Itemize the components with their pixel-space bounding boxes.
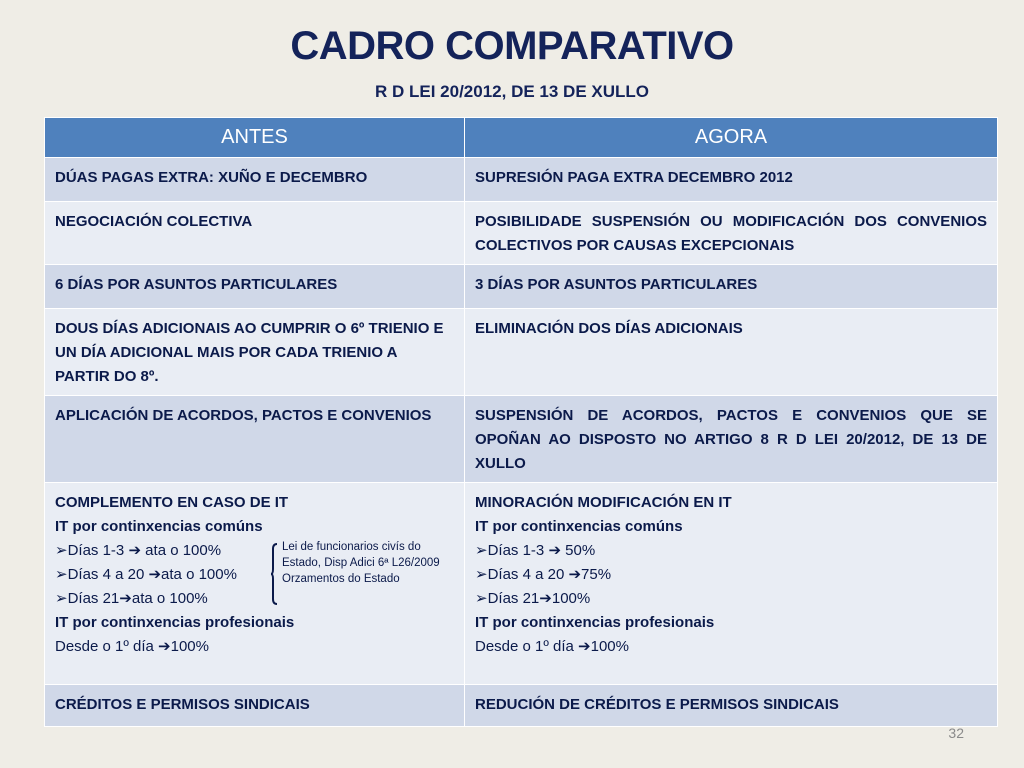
arrow-right-icon: ➔ xyxy=(539,590,552,607)
it-common-label: IT por continxencias comúns xyxy=(55,518,263,535)
bullet-arrow-icon: ➢ xyxy=(55,590,68,607)
cell-antes: NEGOCIACIÓN COLECTIVA xyxy=(45,202,465,265)
it-prof-label: IT por continxencias profesionais xyxy=(55,614,295,631)
bullet-arrow-icon: ➢ xyxy=(475,590,488,607)
table-row xyxy=(45,483,998,685)
table-row xyxy=(45,309,998,396)
cell-antes: CRÉDITOS E PERMISOS SINDICAIS xyxy=(45,685,465,727)
cell-agora: 3 DÍAS POR ASUNTOS PARTICULARES xyxy=(465,265,998,309)
table-row xyxy=(45,158,998,202)
list-item: ➢Días 4 a 20 ➔75% xyxy=(475,566,612,583)
it-prof-label: IT por continxencias profesionais xyxy=(475,614,715,631)
cell-agora: SUSPENSIÓN DE ACORDOS, PACTOS E CONVENIOS QUE SE OPOÑAN AO DISPOSTO NO ARTIGO 8 R D LEI 20/2012, DE 13 DE XULLO xyxy=(465,396,998,483)
cell-antes: DOUS DÍAS ADICIONAIS AO CUMPRIR O 6º TRIENIO E UN DÍA ADICIONAL MAIS POR CADA TRIENIO A PARTIR DO 8º. xyxy=(45,309,465,396)
bullet-arrow-icon: ➢ xyxy=(55,542,68,559)
cell-antes: APLICACIÓN DE ACORDOS, PACTOS E CONVENIOS xyxy=(45,396,465,483)
list-item: ➢Días 21➔ata o 100% xyxy=(55,590,208,607)
table-row xyxy=(45,685,998,727)
list-item: ➢Días 4 a 20 ➔ata o 100% xyxy=(55,566,237,583)
arrow-right-icon: ➔ xyxy=(128,542,142,559)
arrow-right-icon: ➔ xyxy=(578,638,591,655)
arrow-right-icon: ➔ xyxy=(148,566,162,583)
cell-agora: ELIMINACIÓN DOS DÍAS ADICIONAIS xyxy=(465,309,998,396)
arrow-right-icon: ➔ xyxy=(548,542,562,559)
table-header-row xyxy=(45,118,998,158)
list-item: ➢Días 1-3 ➔ 50% xyxy=(475,542,596,559)
cell-agora: SUPRESIÓN PAGA EXTRA DECEMBRO 2012 xyxy=(465,158,998,202)
legal-note: Lei de funcionarios civís do Estado, Disp Adici 6ª L26/2009 Orzamentos do Estado xyxy=(282,541,440,585)
arrow-right-icon: ➔ xyxy=(158,638,171,655)
bullet-arrow-icon: ➢ xyxy=(55,566,68,583)
cell-antes: DÚAS PAGAS EXTRA: XUÑO E DECEMBRO xyxy=(45,158,465,202)
table-row xyxy=(45,396,998,483)
table-row xyxy=(45,202,998,265)
cell-agora: POSIBILIDADE SUSPENSIÓN OU MODIFICACIÓN DOS CONVENIOS COLECTIVOS POR CAUSAS EXCEPCIONAIS xyxy=(465,202,998,265)
slide-subtitle: R D LEI 20/2012, DE 13 DE XULLO xyxy=(375,82,649,101)
page-number: 32 xyxy=(948,725,964,741)
cell-antes: 6 DÍAS POR ASUNTOS PARTICULARES xyxy=(45,265,465,309)
comparison-table xyxy=(44,117,998,727)
it-heading: COMPLEMENTO EN CASO DE IT xyxy=(55,494,289,511)
header-agora: AGORA xyxy=(465,118,998,158)
curly-brace-icon xyxy=(271,543,279,605)
header-antes: ANTES xyxy=(45,118,465,158)
list-item: Desde o 1º día ➔100% xyxy=(475,638,629,655)
bullet-arrow-icon: ➢ xyxy=(475,542,488,559)
list-item: ➢Días 1-3 ➔ ata o 100% xyxy=(55,542,222,559)
cell-agora-it xyxy=(465,483,998,685)
it-heading: MINORACIÓN MODIFICACIÓN EN IT xyxy=(475,494,732,511)
list-item: ➢Días 21➔100% xyxy=(475,590,591,607)
cell-agora: REDUCIÓN DE CRÉDITOS E PERMISOS SINDICAIS xyxy=(465,685,998,727)
bullet-arrow-icon: ➢ xyxy=(475,566,488,583)
arrow-right-icon: ➔ xyxy=(119,590,132,607)
list-item: Desde o 1º día ➔100% xyxy=(55,638,209,655)
table-row xyxy=(45,265,998,309)
it-common-label: IT por continxencias comúns xyxy=(475,518,683,535)
arrow-right-icon: ➔ xyxy=(568,566,582,583)
cell-antes-it xyxy=(45,483,465,685)
slide-title: CADRO COMPARATIVO xyxy=(290,24,734,68)
